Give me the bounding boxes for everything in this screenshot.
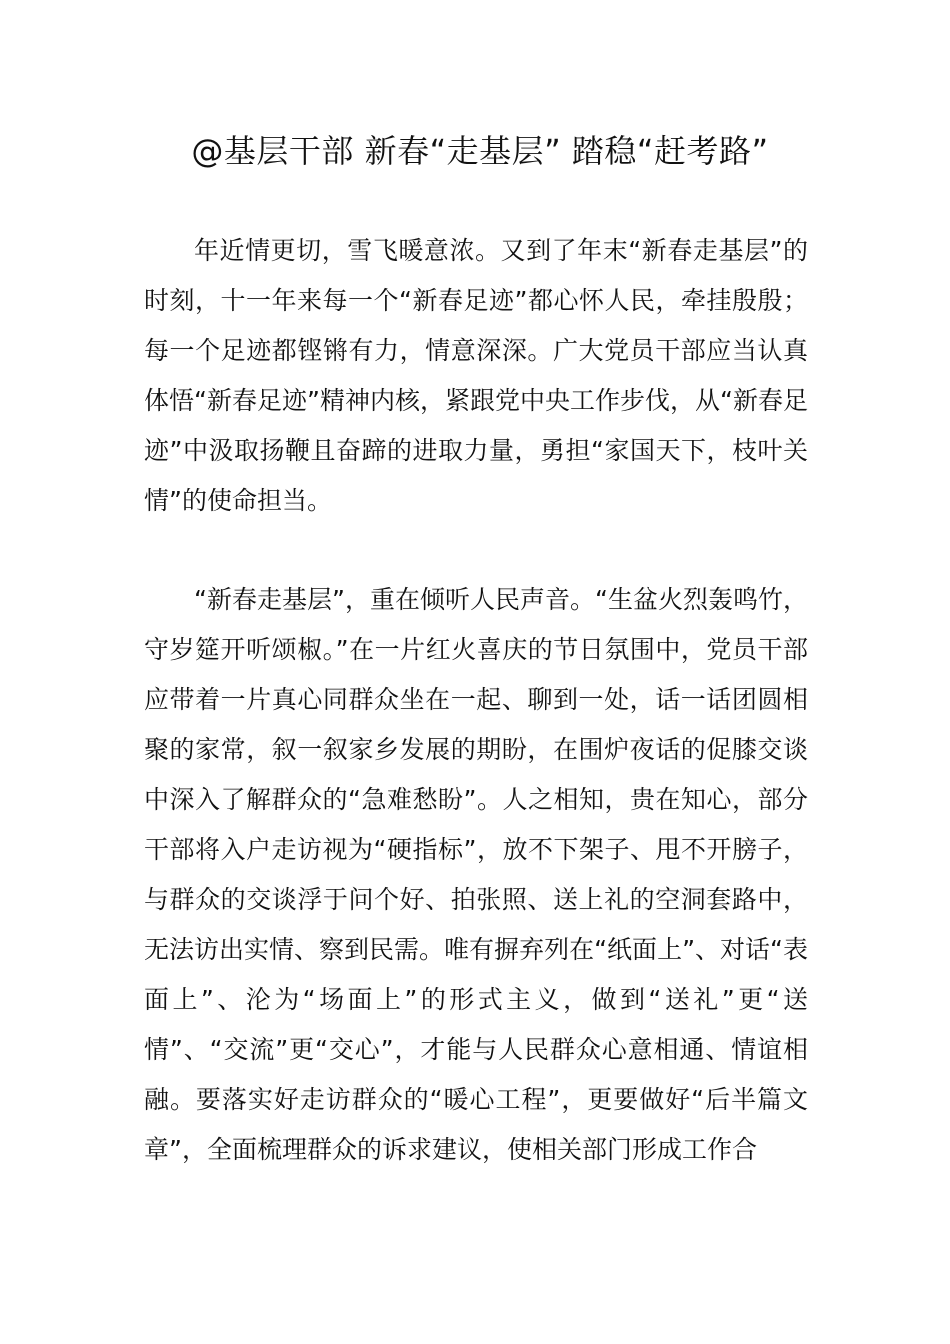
body-paragraph-2: “新春走基层”，重在倾听人民声音。“生盆火烈轰鸣竹，守岁筵开听颂椒。”在一片红火喜庆的节日氛围中，党员干部应带着一片真心同群众坐在一起、聊到一处，话一话团圆相聚的家常，叙一叙家乡发展的期盼，在围炉夜话的促膝交谈中深入了解群众的“急难愁盼”。人之相知，贵在知心，部分干部将入户走访视为“硬指标”，放不下架子、甩不开膀子，与群众的交谈浮于问个好、拍张照、送上礼的空洞套路中，无法访出实情、察到民需。唯有摒弃列在“纸面上”、对话“表面上”、沦为“场面上”的形式主义，做到“送礼”更“送情”、“交流”更“交心”，才能与人民群众心意相通、情谊相融。要落实好走访群众的“暖心工程”，更要做好“后半篇文章”，全面梳理群众的诉求建议，使相关部门形成工作合 xyxy=(144,585,808,1164)
body-paragraph-1: 年近情更切，雪飞暖意浓。又到了年末“新春走基层”的时刻，十一年来每一个“新春足迹”都心怀人民，牵挂殷殷；每一个足迹都铿锵有力，情意深深。广大党员干部应当认真体悟“新春足迹”精神内核，紧跟党中央工作步伐，从“新春足迹”中汲取扬鞭且奋蹄的进取力量，勇担“家国天下，枝叶关情”的使命担当。 xyxy=(144,236,808,515)
document-title: @基层干部 新春“走基层” 踏稳“赶考路” xyxy=(191,132,769,170)
